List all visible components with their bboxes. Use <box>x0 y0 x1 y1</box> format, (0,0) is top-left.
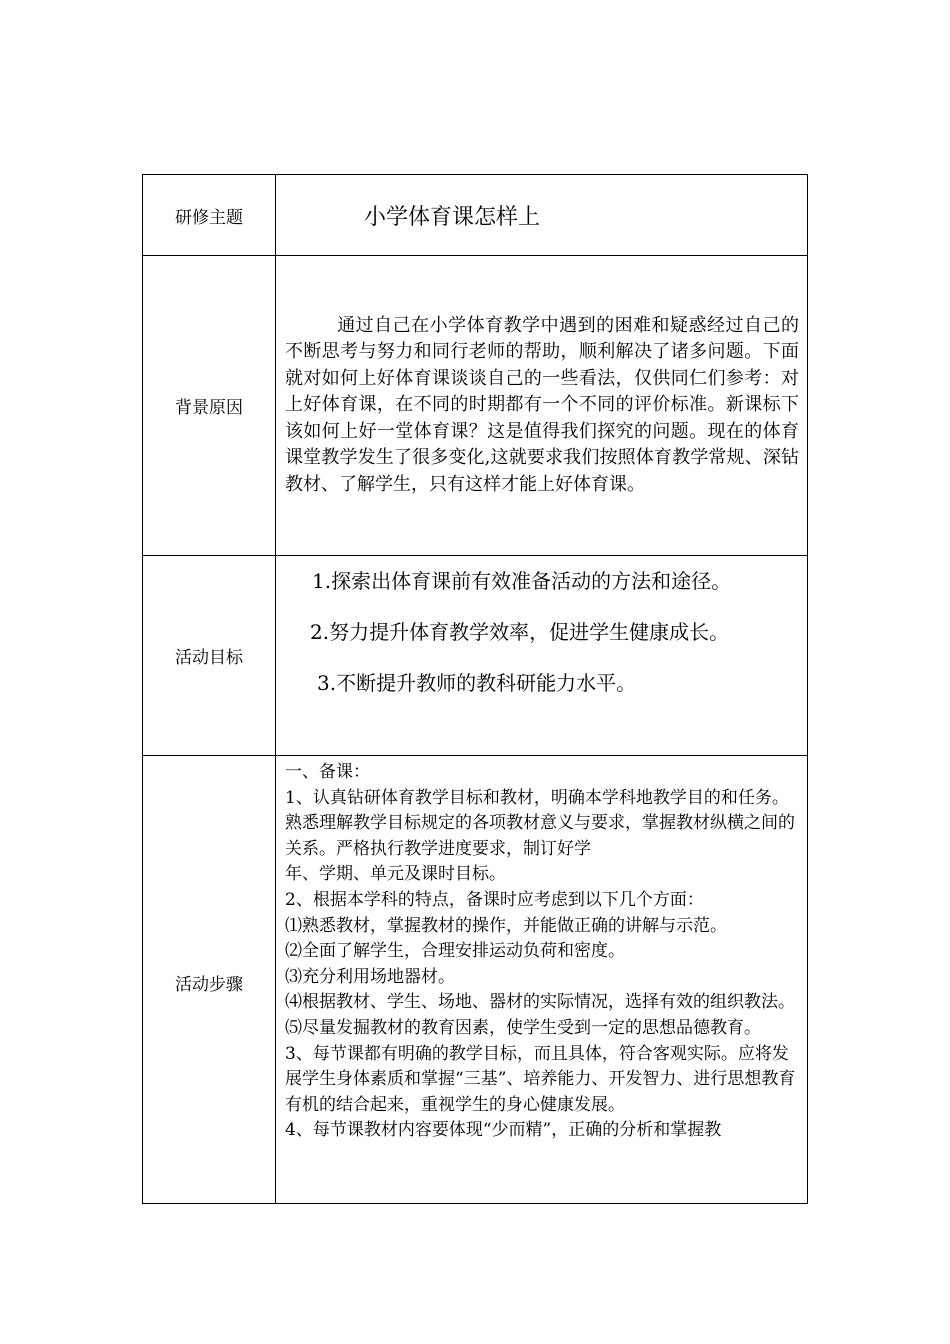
step-line: ⑸尽量发掘教材的教育因素，使学生受到一定的思想品德教育。 <box>285 1017 761 1038</box>
step-line: 2、根据本学科的特点，备课时应考虑到以下几个方面： <box>285 889 704 910</box>
goals-content <box>276 556 808 756</box>
steps-label: 活动步骤 <box>143 756 276 1204</box>
goals-row <box>143 556 808 756</box>
steps-row <box>143 756 808 1204</box>
step-line: 4、每节课教材内容要体现“少而精”，正确的分析和掌握教 <box>285 1120 722 1141</box>
step-line: 3、每节课都有明确的教学目标，而且具体，符合客观实际。应将发展学生身体素质和掌握“三基”、培养能力、开发智力、进行思想教育有机的结合起来，重视学生的身心健康发展。 <box>285 1043 796 1115</box>
step-line: 1、认真钻研体育教学目标和教材，明确本学科地教学目的和任务。熟悉理解教学目标规定的各项教材意义与要求，掌握教材纵横之间的关系。严格执行教学进度要求，制订好学 <box>285 787 795 859</box>
step-line: ⑴熟悉教材，掌握教材的操作，并能做正确的讲解与示范。 <box>285 915 727 936</box>
goal-item: 2.努力提升体育教学效率，促进学生健康成长。 <box>310 620 730 644</box>
step-line: ⑷根据教材、学生、场地、器材的实际情况，选择有效的组织教法。 <box>285 992 795 1013</box>
step-line: 年、学期、单元及课时目标。 <box>285 864 506 885</box>
topic-label: 研修主题 <box>143 175 276 256</box>
background-label: 背景原因 <box>143 256 276 556</box>
topic-row <box>143 175 808 256</box>
research-form-table <box>142 174 808 1204</box>
goals-label: 活动目标 <box>143 556 276 756</box>
step-line: ⑵全面了解学生，合理安排运动负荷和密度。 <box>285 941 625 962</box>
step-line: ⑶充分利用场地器材。 <box>285 966 455 987</box>
goal-item: 3.不断提升教师的教科研能力水平。 <box>317 671 637 695</box>
steps-content <box>276 756 808 1204</box>
topic-value: 小学体育课怎样上 <box>276 175 808 256</box>
step-line: 一、备课： <box>285 762 370 782</box>
goal-item: 1.探索出体育课前有效准备活动的方法和途径。 <box>312 569 732 593</box>
background-text: 通过自己在小学体育教学中遇到的困难和疑惑经过自己的不断思考与努力和同行老师的帮助，顺利解决了诸多问题。下面就对如何上好体育课谈谈自己的一些看法，仅供同仁们参考：对上好体育课，在不同的时期都有一个不同的评价标准。新课标下该如何上好一堂体育课？这是值得我们探究的问题。现在的体育课堂教学发生了很多变化,这就要求我们按照体育教学常规、深钻教材、了解学生，只有这样才能上好体育课。 <box>276 256 808 556</box>
background-row <box>143 256 808 556</box>
